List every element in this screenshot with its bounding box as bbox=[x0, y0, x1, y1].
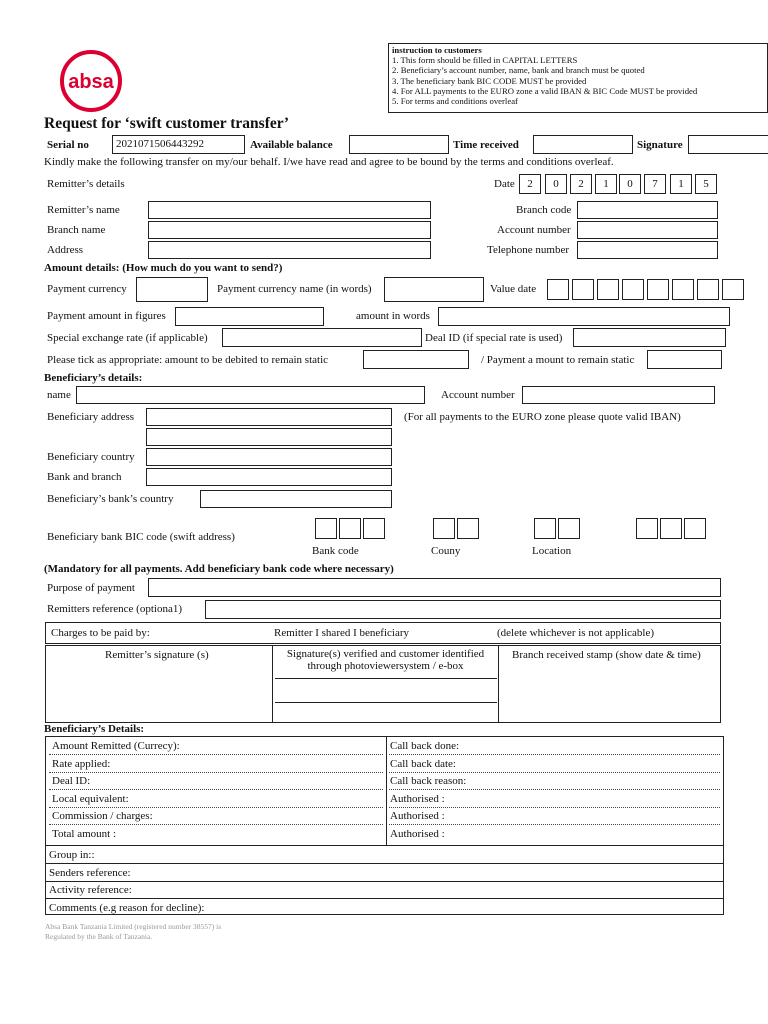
serial-label: Serial no bbox=[47, 139, 89, 151]
currency-name-field[interactable] bbox=[384, 277, 484, 302]
bic-branch-cell[interactable] bbox=[684, 518, 706, 539]
address-field[interactable] bbox=[148, 241, 431, 259]
branch-stamp-label: Branch received stamp (show date & time) bbox=[512, 649, 701, 661]
balance-label: Available balance bbox=[250, 139, 333, 151]
office-right-dotted-line[interactable] bbox=[389, 754, 720, 755]
branch-name-label: Branch name bbox=[47, 224, 106, 236]
charges-options: Remitter I shared I beneficiary bbox=[274, 627, 409, 639]
office-left-label: Total amount : bbox=[52, 827, 116, 840]
date-digit-box[interactable]: 0 bbox=[545, 174, 567, 194]
office-left-dotted-line[interactable] bbox=[49, 772, 383, 773]
date-digit-box[interactable]: 2 bbox=[570, 174, 592, 194]
office-right-dotted-line[interactable] bbox=[389, 772, 720, 773]
bank-country-field[interactable] bbox=[200, 490, 392, 508]
bic-location-cell[interactable] bbox=[534, 518, 556, 539]
purpose-field[interactable] bbox=[148, 578, 721, 597]
office-right-dotted-line[interactable] bbox=[389, 789, 720, 790]
value-date-cell[interactable] bbox=[572, 279, 594, 300]
bic-bank-code-cell[interactable] bbox=[339, 518, 361, 539]
date-digit-box[interactable]: 0 bbox=[619, 174, 641, 194]
office-section-label: Beneficiary’s Details: bbox=[44, 723, 145, 735]
instruction-item: 5. For terms and conditions overleaf bbox=[392, 96, 518, 107]
date-digit-box[interactable]: 1 bbox=[595, 174, 617, 194]
office-right-label: Call back done: bbox=[390, 740, 460, 752]
telephone-field[interactable] bbox=[577, 241, 718, 259]
charges-row[interactable] bbox=[45, 622, 721, 644]
time-received-label: Time received bbox=[453, 139, 519, 151]
office-left-dotted-line[interactable] bbox=[49, 789, 383, 790]
deal-id-field[interactable] bbox=[573, 328, 726, 347]
beneficiary-account-field[interactable] bbox=[522, 386, 715, 404]
balance-field[interactable] bbox=[349, 135, 449, 154]
remitter-section-label: Remitter’s details bbox=[47, 178, 125, 190]
beneficiary-country-field[interactable] bbox=[146, 448, 392, 466]
instruction-item: 1. This form should be filled in CAPITAL LETTERS bbox=[392, 55, 578, 66]
payment-currency-label: Payment currency bbox=[47, 283, 127, 295]
office-right-label: Call back reason: bbox=[390, 775, 467, 787]
bank-branch-field[interactable] bbox=[146, 468, 392, 486]
bic-bank-code-cell[interactable] bbox=[315, 518, 337, 539]
bic-bank-code-cell[interactable] bbox=[363, 518, 385, 539]
date-label: Date bbox=[494, 178, 515, 190]
beneficiary-address-label: Beneficiary address bbox=[47, 411, 135, 423]
office-bottom-label: Group in:: bbox=[49, 849, 95, 861]
beneficiary-country-label: Beneficiary country bbox=[47, 451, 135, 463]
verification-signature-line-1[interactable] bbox=[275, 678, 497, 679]
value-date-cell[interactable] bbox=[722, 279, 744, 300]
payment-static-label: / Payment a mount to remain static bbox=[481, 354, 635, 366]
value-date-cell[interactable] bbox=[672, 279, 694, 300]
beneficiary-address-field-1[interactable] bbox=[146, 408, 392, 426]
instructions-box bbox=[388, 43, 768, 113]
beneficiary-name-label: name bbox=[47, 389, 71, 401]
date-digit-box[interactable]: 1 bbox=[670, 174, 692, 194]
account-number-field[interactable] bbox=[577, 221, 718, 239]
bic-branch-cell[interactable] bbox=[660, 518, 682, 539]
office-bottom-label: Comments (e.g reason for decline): bbox=[49, 901, 205, 914]
value-date-cell[interactable] bbox=[597, 279, 619, 300]
office-right-label: Authorised : bbox=[390, 827, 445, 840]
beneficiary-name-field[interactable] bbox=[76, 386, 425, 404]
value-date-cell[interactable] bbox=[647, 279, 669, 300]
remitter-name-label: Remitter’s name bbox=[47, 204, 120, 216]
purpose-label: Purpose of payment bbox=[47, 582, 135, 594]
special-rate-label: Special exchange rate (if applicable) bbox=[47, 332, 208, 344]
deal-id-label: Deal ID (if special rate is used) bbox=[425, 332, 563, 344]
signatures-block bbox=[45, 645, 721, 723]
bic-label: Beneficiary bank BIC code (swift address) bbox=[47, 531, 235, 543]
svg-text:absa: absa bbox=[68, 71, 114, 93]
signature-label: Signature bbox=[637, 139, 683, 151]
amount-figures-field[interactable] bbox=[175, 307, 324, 326]
office-bottom-label: Senders reference: bbox=[49, 866, 131, 879]
office-left-label: Amount Remitted (Currecy): bbox=[52, 740, 180, 752]
date-digit-box[interactable]: 7 bbox=[644, 174, 666, 194]
remitter-signature-label: Remitter’s signature (s) bbox=[105, 649, 209, 661]
beneficiary-account-label: Account number bbox=[441, 389, 515, 401]
payment-static-checkbox[interactable] bbox=[647, 350, 722, 369]
charges-label: Charges to be paid by: bbox=[51, 627, 150, 639]
amount-section-label: Amount details: (How much do you want to send?) bbox=[44, 262, 283, 274]
beneficiary-section-label: Beneficiary’s details: bbox=[44, 372, 143, 384]
office-right-label: Authorised : bbox=[390, 792, 445, 805]
value-date-cell[interactable] bbox=[547, 279, 569, 300]
reference-label: Remitters reference (optiona1) bbox=[47, 603, 182, 615]
amount-figures-label: Payment amount in figures bbox=[47, 310, 166, 322]
bank-code-label: Bank code bbox=[312, 545, 359, 557]
office-bottom-row-line[interactable] bbox=[46, 881, 723, 882]
bank-branch-label: Bank and branch bbox=[47, 471, 122, 483]
instructions-heading: instruction to customers bbox=[392, 45, 482, 55]
instruction-item: 3. The beneficiary bank BIC CODE MUST be provided bbox=[392, 75, 587, 86]
bic-branch-cell[interactable] bbox=[636, 518, 658, 539]
branch-name-field[interactable] bbox=[148, 221, 431, 239]
date-digit-box[interactable]: 5 bbox=[695, 174, 717, 194]
account-number-label: Account number bbox=[497, 224, 571, 236]
office-left-dotted-line[interactable] bbox=[49, 807, 383, 808]
payment-currency-field[interactable] bbox=[136, 277, 208, 302]
beneficiary-address-field-2[interactable] bbox=[146, 428, 392, 446]
footer bbox=[45, 922, 221, 942]
value-date-cell[interactable] bbox=[697, 279, 719, 300]
footer-line-1: Absa Bank Tanzania Limited (registered number 38557) is bbox=[45, 922, 222, 931]
office-right-label: Call back date: bbox=[390, 757, 456, 770]
verification-signature-line-2[interactable] bbox=[275, 702, 497, 703]
bank-country-label: Beneficiary’s bank’s country bbox=[47, 493, 174, 505]
special-rate-field[interactable] bbox=[222, 328, 422, 347]
serial-field[interactable] bbox=[112, 135, 245, 154]
amount-words-label: amount in words bbox=[356, 310, 430, 322]
office-left-label: Commission / charges: bbox=[52, 810, 153, 822]
instruction-item: 4. For ALL payments to the EURO zone a valid IBAN & BIC Code MUST be provided bbox=[392, 85, 698, 96]
bic-location-cell[interactable] bbox=[558, 518, 580, 539]
country-code-label: Couny bbox=[431, 545, 461, 557]
office-bottom-row-line[interactable] bbox=[46, 863, 723, 864]
office-right-dotted-line[interactable] bbox=[389, 824, 720, 825]
office-right-dotted-line[interactable] bbox=[389, 807, 720, 808]
bic-country-cell[interactable] bbox=[433, 518, 455, 539]
verification-cell bbox=[273, 648, 498, 672]
office-table bbox=[45, 736, 724, 915]
office-left-dotted-line[interactable] bbox=[49, 754, 383, 755]
location-label: Location bbox=[532, 545, 572, 557]
office-right-label: Authorised : bbox=[390, 810, 445, 822]
form-title: Request for ‘swift customer transfer’ bbox=[44, 115, 290, 132]
value-date-cell[interactable] bbox=[622, 279, 644, 300]
absa-logo bbox=[57, 47, 125, 115]
date-digit-box[interactable]: 2 bbox=[519, 174, 541, 194]
charges-note: (delete whichever is not applicable) bbox=[497, 627, 654, 639]
verified-line-1: Signature(s) verified and customer identified bbox=[286, 648, 485, 660]
mandatory-note: (Mandatory for all payments. Add beneficiary bank code where necessary) bbox=[44, 563, 394, 575]
iban-note: (For all payments to the EURO zone please quote valid IBAN) bbox=[404, 411, 681, 423]
address-label: Address bbox=[47, 244, 84, 256]
value-date-label: Value date bbox=[490, 283, 537, 295]
instruction-item: 2. Beneficiary’s account number, name, bank and branch must be quoted bbox=[392, 65, 645, 76]
footer-line-2: Regulated by the Bank of Tanzania. bbox=[45, 932, 153, 941]
debit-static-checkbox[interactable] bbox=[363, 350, 469, 369]
office-bottom-row-line[interactable] bbox=[46, 898, 723, 899]
branch-code-field[interactable] bbox=[577, 201, 718, 219]
telephone-label: Telephone number bbox=[487, 244, 570, 256]
currency-name-label: Payment currency name (in words) bbox=[217, 283, 372, 295]
office-left-dotted-line[interactable] bbox=[49, 824, 383, 825]
reference-field[interactable] bbox=[205, 600, 721, 619]
remitter-name-field[interactable] bbox=[148, 201, 431, 219]
office-left-label: Local equivalent: bbox=[52, 792, 129, 805]
office-left-label: Rate applied: bbox=[52, 757, 111, 770]
signature-field[interactable] bbox=[688, 135, 768, 154]
intro-text: Kindly make the following transfer on my/our behalf. I/we have read and agree to be bound by the terms and conditions overleaf. bbox=[44, 156, 614, 168]
verified-line-2: through photoviewersystem / e-box bbox=[307, 660, 464, 672]
tick-label: Please tick as appropriate: amount to be debited to remain static bbox=[47, 354, 329, 366]
bic-country-cell[interactable] bbox=[457, 518, 479, 539]
amount-words-field[interactable] bbox=[438, 307, 730, 326]
office-left-label: Deal ID: bbox=[52, 775, 91, 787]
office-bottom-label: Activity reference: bbox=[49, 884, 132, 896]
time-received-field[interactable] bbox=[533, 135, 633, 154]
branch-code-label: Branch code bbox=[516, 204, 572, 216]
serial-value: 2021071506443292 bbox=[116, 138, 204, 150]
